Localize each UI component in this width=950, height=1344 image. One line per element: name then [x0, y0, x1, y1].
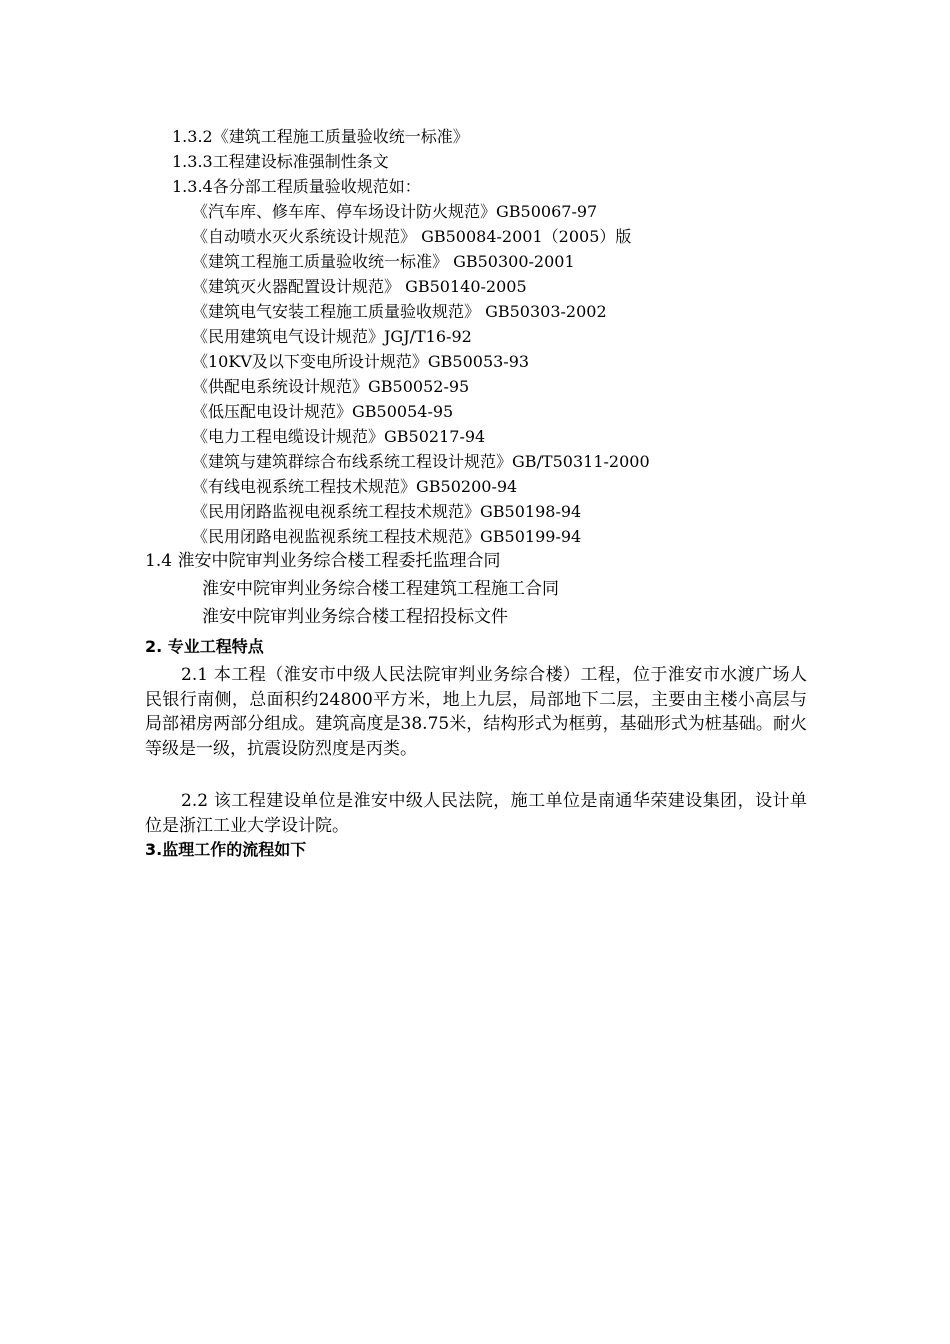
standard-item: 《建筑电气安装工程施工质量验收规范》 GB50303-2002	[192, 302, 607, 321]
list-item-1-3-3: 1.3.3工程建设标准强制性条文	[172, 152, 389, 171]
standard-item: 《建筑与建筑群综合布线系统工程设计规范》GB/T50311-2000	[192, 452, 650, 471]
standard-item: 《自动喷水灭火系统设计规范》 GB50084-2001（2005）版	[192, 227, 632, 246]
list-item-1-3-4: 1.3.4各分部工程质量验收规范如：	[172, 177, 421, 196]
standard-item: 《民用闭路监视电视系统工程技术规范》GB50198-94	[192, 502, 582, 521]
list-item-1-3-2: 1.3.2《建筑工程施工质量验收统一标准》	[172, 127, 469, 146]
standard-item: 《建筑灭火器配置设计规范》 GB50140-2005	[192, 277, 527, 296]
standard-item: 《10KV及以下变电所设计规范》GB50053-93	[192, 352, 530, 371]
standard-item: 《供配电系统设计规范》GB50052-95	[192, 377, 470, 396]
paragraph-2-2: 2.2 该工程建设单位是淮安中级人民法院，施工单位是南通华荣建设集团，设计单位是浙江工业大学设计院。	[145, 791, 807, 836]
section-1-4-item: 淮安中院审判业务综合楼工程招投标文件	[202, 607, 508, 627]
standard-item: 《电力工程电缆设计规范》GB50217-94	[192, 427, 486, 446]
section-heading-3: 3.监理工作的流程如下	[145, 840, 307, 859]
standard-item: 《民用建筑电气设计规范》JGJ/T16-92	[192, 327, 472, 346]
section-heading-2: 2. 专业工程特点	[145, 637, 264, 656]
section-1-4: 1.4 淮安中院审判业务综合楼工程委托监理合同	[145, 551, 501, 571]
standard-item: 《民用闭路电视监视系统工程技术规范》GB50199-94	[192, 527, 582, 546]
standard-item: 《建筑工程施工质量验收统一标准》 GB50300-2001	[192, 252, 575, 271]
paragraph-2-1: 2.1 本工程（淮安市中级人民法院审判业务综合楼）工程，位于淮安市水渡广场人民银行南侧，总面积约24800平方米，地上九层，局部地下二层，主要由主楼小高层与局部裙房两部分组成。建筑高度是38.75米，结构形式为框剪，基础形式为桩基础。耐火等级是一级，抗震设防烈度是丙类。	[145, 665, 807, 759]
standard-item: 《汽车库、修车库、停车场设计防火规范》GB50067-97	[192, 202, 598, 221]
section-1-4-item: 淮安中院审判业务综合楼工程建筑工程施工合同	[202, 579, 559, 599]
standard-item: 《低压配电设计规范》GB50054-95	[192, 402, 454, 421]
standard-item: 《有线电视系统工程技术规范》GB50200-94	[192, 477, 518, 496]
